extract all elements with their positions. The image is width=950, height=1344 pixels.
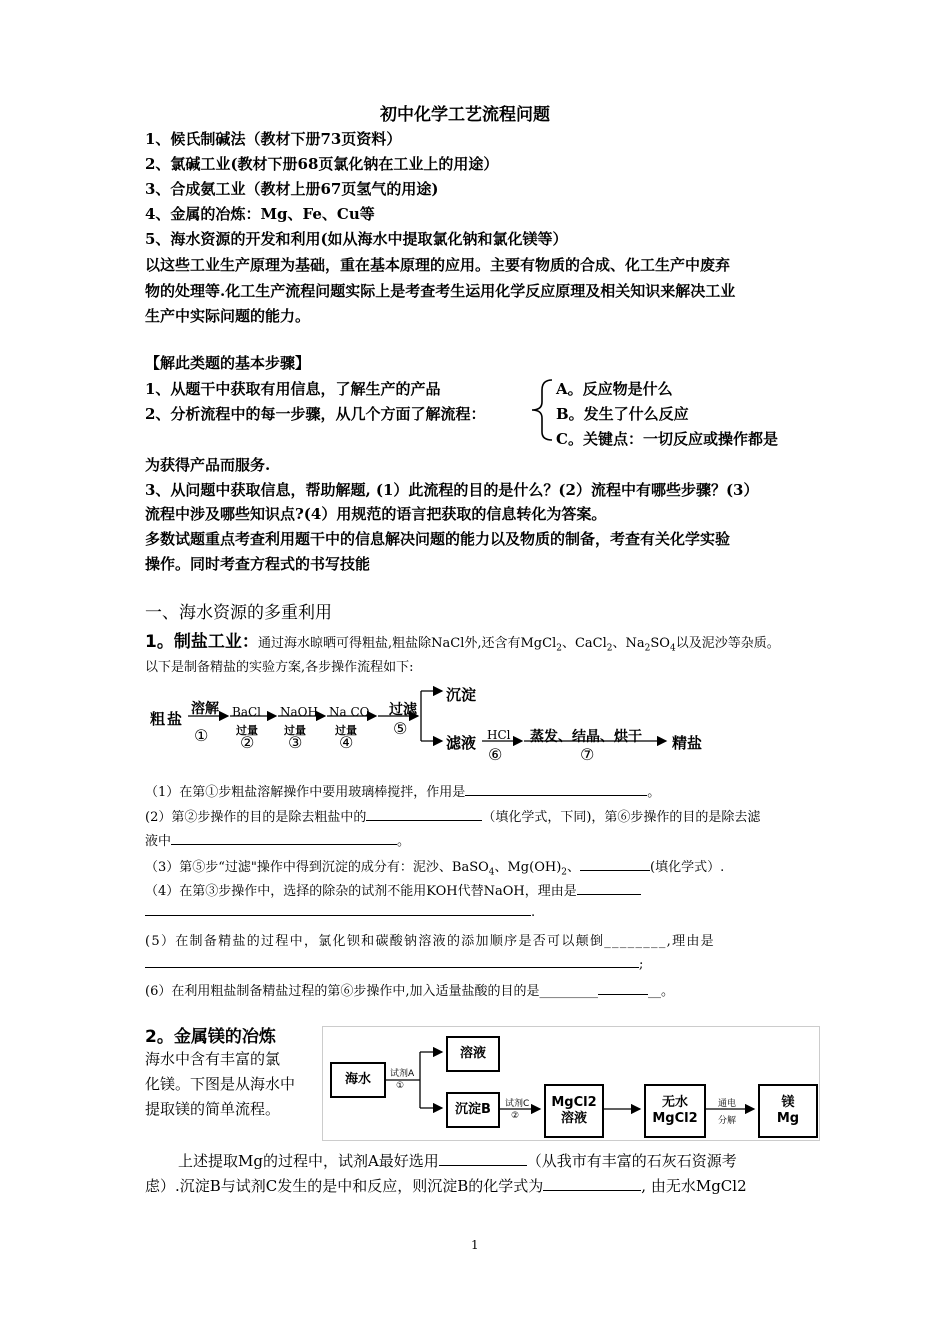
flow1-excess-2: 过量 xyxy=(284,724,306,737)
flow1-reagent-1: BaCl xyxy=(232,705,261,719)
step-option-b: B。发生了什么反应 xyxy=(556,405,689,423)
question-5: (5）在制备精盐的过程中，氯化钡和碳酸钠溶液的添加顺序是否可以颠倒________,理由是 xyxy=(145,934,715,949)
flow2-num-1: ① xyxy=(396,1081,405,1091)
question-2: (2）第②步操作的目的是除去粗盐中的 （填化学式，下同)，第⑥步操作的目的是除去滤 xyxy=(145,810,761,825)
flow1-num-2: ② xyxy=(240,733,255,752)
question-4: （4）在第③步操作中，选择的除杂的试剂不能用KOH代替NaOH，理由是 xyxy=(145,880,641,899)
intro-item-3: 3、合成氨工业（教材上册67页氢气的用途) xyxy=(145,180,439,198)
subsection-1-text-2: 以下是制备精盐的实验方案,各步操作流程如下: xyxy=(145,660,414,675)
intro-item-1: 1、候氏制碱法（教材下册73页资料） xyxy=(145,130,402,148)
flow1-num-7: ⑦ xyxy=(580,745,595,764)
step-1: 1、从题干中获取有用信息，了解生产的产品 xyxy=(145,380,441,398)
flow1-hcl: HCl xyxy=(487,728,511,742)
intro-para-1: 以这些工业生产原理为基础，重在基本原理的应用。主要有物质的合成、化工生产中废弃 xyxy=(145,256,731,274)
flow2-solution: 溶液 xyxy=(446,1036,500,1072)
step-option-a: A。反应物是什么 xyxy=(556,380,673,398)
page-title: 初中化学工艺流程问题 xyxy=(380,105,550,125)
subsection-1-title: 1。制盐工业： xyxy=(145,632,259,652)
flow2-seawater: 海水 xyxy=(330,1062,386,1098)
flow2-magnesium: 镁 Mg xyxy=(758,1084,818,1138)
step-3-line-1: 3、从问题中获取信息，帮助解题, (1）此流程的目的是什么？(2）流程中有哪些步骤？(3） xyxy=(145,481,759,499)
subsection-2-text-3: 提取镁的简单流程。 xyxy=(145,1100,281,1118)
flow1-dissolve: 溶解 xyxy=(191,701,219,717)
flow2-reagent-a: 试剂A xyxy=(390,1069,415,1079)
flow2-reagent-c: 试剂C xyxy=(505,1099,530,1109)
answer-blank-reagent-a[interactable] xyxy=(439,1151,527,1166)
flow1-precipitate: 沉淀 xyxy=(446,686,477,704)
answer-blank-precipitate-b[interactable] xyxy=(543,1176,641,1191)
question-6: (6）在利用粗盐制备精盐过程的第⑥步操作中,加入适量盐酸的目的是_________ __。 xyxy=(145,984,674,999)
intro-item-2: 2、氯碱工业(教材下册68页氯化钠在工业上的用途） xyxy=(145,155,499,173)
flow1-evaporate: 蒸发、结晶、烘干 xyxy=(530,729,642,745)
question-1: （1）在第①步粗盐溶解操作中要用玻璃棒搅拌，作用是 。 xyxy=(145,785,661,800)
summary-line-1: 多数试题重点考查利用题干中的信息解决问题的能力以及物质的制备，考查有关化学实验 xyxy=(145,530,731,548)
question-3: （3）第⑤步“过滤"操作中得到沉淀的成分有：泥沙、BaSO$_4$、$Mg(OH)_2$、 (填化学式）. xyxy=(145,860,725,878)
question-5-cont: ; xyxy=(145,955,643,972)
flow1-end: 精盐 xyxy=(672,734,703,752)
step-3-line-2: 流程中涉及哪些知识点?(4）用规范的语言把获取的信息转化为答案。 xyxy=(145,505,607,523)
subsection-2-title: 2。金属镁的冶炼 xyxy=(145,1027,276,1047)
intro-item-5: 5、海水资源的开发和利用(如从海水中提取氯化钠和氯化镁等） xyxy=(145,230,568,248)
subsection-2-text-2: 化镁。下图是从海水中 xyxy=(145,1075,296,1093)
question-2-cont: 液中 。 xyxy=(145,834,411,849)
final-paragraph-1: 上述提取Mg的过程中，试剂A最好选用 （从我市有丰富的石灰石资源考 xyxy=(178,1152,737,1170)
flow1-num-3: ③ xyxy=(288,733,303,752)
question-4-cont: . xyxy=(145,903,535,920)
flow2-precipitate-b: 沉淀B xyxy=(446,1092,500,1128)
subsection-2-text-1: 海水中含有丰富的氯 xyxy=(145,1050,281,1068)
flow1-num-1: ① xyxy=(194,726,209,745)
flow1-reagent-3: Na CO xyxy=(329,705,370,719)
flow2-electrolysis-2: 分解 xyxy=(718,1116,737,1126)
flow2-electrolysis-1: 通电 xyxy=(718,1099,737,1109)
intro-para-2: 物的处理等.化工生产流程问题实际上是考查考生运用化学反应原理及相关知识来解决工业 xyxy=(145,282,736,300)
step-continuation: 为获得产品而服务. xyxy=(145,456,271,474)
flow1-num-4: ④ xyxy=(339,733,354,752)
intro-para-3: 生产中实际问题的能力。 xyxy=(145,307,311,325)
flow1-reagent-2: NaOH xyxy=(280,705,318,719)
flow1-start: 粗盐 xyxy=(150,710,185,728)
flow2-mgcl2-solution: MgCl2 溶液 xyxy=(544,1084,604,1138)
section-1-title: 一、海水资源的多重利用 xyxy=(145,603,332,623)
flow1-num-6: ⑥ xyxy=(488,745,503,764)
flow1-num-5: ⑤ xyxy=(393,719,408,738)
final-paragraph-2: 虑）.沉淀B与试剂C发生的是中和反应，则沉淀B的化学式为 , 由无水MgCl2 xyxy=(145,1177,747,1195)
step-option-c: C。关键点：一切反应或操作都是 xyxy=(556,430,778,448)
flow1-excess-1: 过量 xyxy=(236,724,258,737)
flow1-filter: 过滤 xyxy=(389,702,417,718)
flow2-num-2: ② xyxy=(511,1111,520,1121)
steps-heading: 【解此类题的基本步骤】 xyxy=(145,354,311,372)
flow1-filtrate: 滤液 xyxy=(446,734,477,752)
flow2-anhydrous-mgcl2: 无水 MgCl2 xyxy=(644,1084,706,1138)
intro-item-4: 4、金属的冶炼：Mg、Fe、Cu等 xyxy=(145,205,375,223)
page-number: 1 xyxy=(471,1238,479,1252)
step-2: 2、分析流程中的每一步骤，从几个方面了解流程： xyxy=(145,405,486,423)
subsection-1-text: 通过海水晾晒可得粗盐,粗盐除NaCl外,还含有MgCl$_2$、CaCl$_2$、$Na_2SO_4$以及泥沙等杂质。 xyxy=(258,636,780,654)
summary-line-2: 操作。同时考查方程式的书写技能 xyxy=(145,555,371,573)
flow1-excess-3: 过量 xyxy=(335,724,357,737)
